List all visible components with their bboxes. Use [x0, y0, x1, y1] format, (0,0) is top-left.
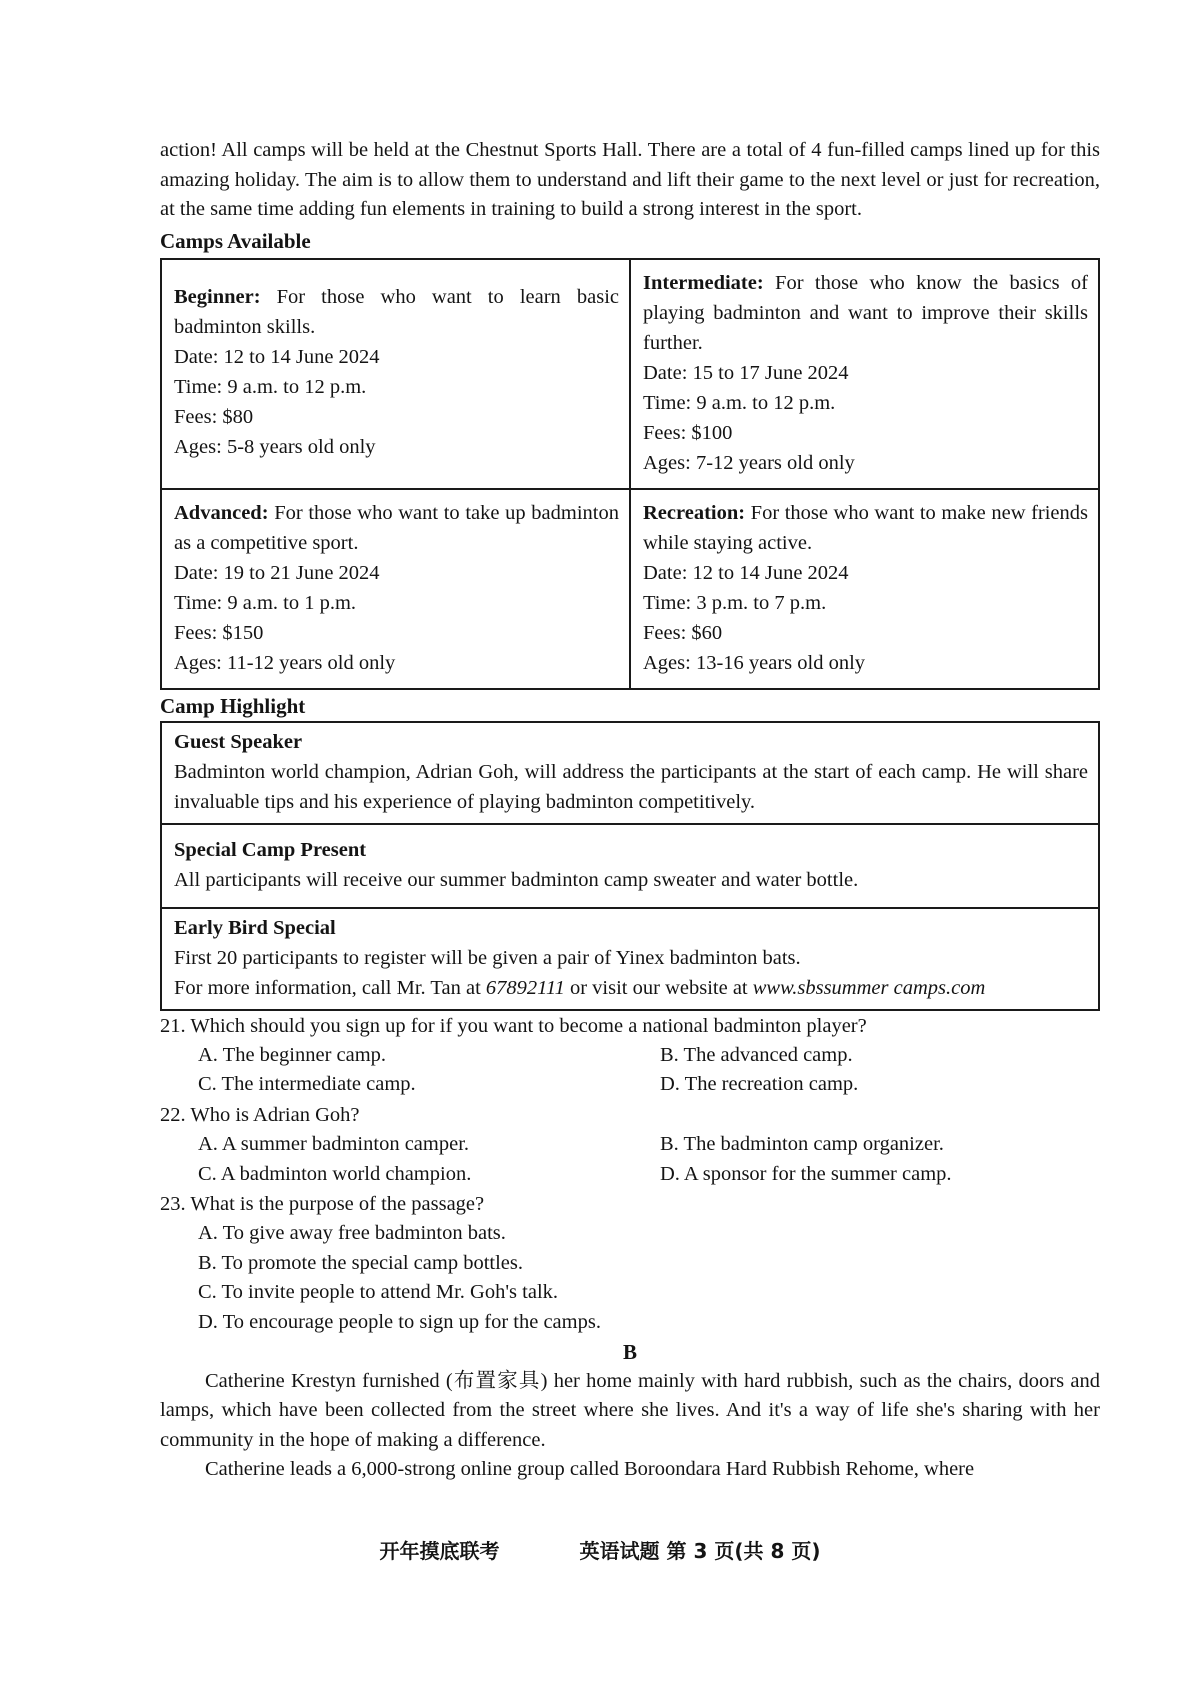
camp-card-advanced: [161, 489, 630, 689]
option-c[interactable]: C. The intermediate camp.: [198, 1073, 416, 1096]
camp-date: Date: 15 to 17 June 2024: [643, 361, 849, 384]
camp-date: Date: 12 to 14 June 2024: [174, 345, 380, 368]
highlight-title: Guest Speaker: [174, 730, 303, 753]
contact-line: For more information, call Mr. Tan at 67892111 or visit our website at www.sbssummer camps.com: [174, 976, 986, 999]
option-d[interactable]: D. To encourage people to sign up for the camps.: [198, 1310, 601, 1333]
camps-heading: Camps Available: [160, 228, 311, 253]
highlight-title: Special Camp Present: [174, 838, 367, 861]
option-b[interactable]: B. The badminton camp organizer.: [660, 1133, 944, 1156]
camp-description: Advanced: For those who want to take up badminton as a competitive sport.: [174, 501, 619, 554]
option-c[interactable]: C. A badminton world champion.: [198, 1162, 472, 1185]
camp-date: Date: 19 to 21 June 2024: [174, 561, 380, 584]
camps-table: [160, 258, 1100, 690]
page-footer: [0, 1535, 1200, 1564]
camp-description: Intermediate: For those who know the basics of playing badminton and want to improve their skills further.: [643, 271, 1088, 354]
option-a[interactable]: A. A summer badminton camper.: [198, 1133, 470, 1156]
question-21: [160, 1012, 1100, 1100]
camp-desc-text: For those who want to take up badminton as a competitive sport.: [174, 501, 619, 554]
camp-name: Advanced: [174, 501, 262, 524]
website-link[interactable]: www.sbssummer camps.com: [752, 976, 986, 999]
camp-ages: Ages: 11-12 years old only: [174, 651, 396, 674]
exam-page: [160, 136, 1100, 1485]
camp-ages: Ages: 5-8 years old only: [174, 435, 376, 458]
option-d[interactable]: D. The recreation camp.: [660, 1073, 859, 1096]
camp-name: Intermediate: [643, 271, 757, 294]
footer-page-info: 英语试题 第 3 页(共 8 页): [579, 1539, 821, 1563]
camp-ages: Ages: 7-12 years old only: [643, 451, 855, 474]
camp-desc-text: For those who know the basics of playing badminton and want to improve their skills further.: [643, 271, 1088, 354]
footer-exam-name: 开年摸底联考: [379, 1539, 500, 1563]
option-a[interactable]: A. To give away free badminton bats.: [198, 1222, 506, 1245]
camp-description: Beginner: For those who want to learn basic badminton skills.: [174, 285, 619, 338]
camp-fees: Fees: $80: [174, 405, 254, 428]
highlight-title: Early Bird Special: [174, 916, 336, 939]
camp-description: Recreation: For those who want to make new friends while staying active.: [643, 501, 1088, 554]
option-d[interactable]: D. A sponsor for the summer camp.: [660, 1162, 952, 1185]
section-b-paragraph-2: Catherine leads a 6,000-strong online group called Boroondara Hard Rubbish Rehome, where: [205, 1458, 975, 1481]
camp-name: Recreation: [643, 501, 739, 524]
camp-desc-text: For those who want to make new friends while staying active.: [643, 501, 1088, 554]
camp-card-intermediate: [630, 259, 1099, 489]
highlight-early-bird: [162, 907, 1098, 1009]
section-b-paragraph-1: Catherine Krestyn furnished (布置家具) her home mainly with hard rubbish, such as the chairs, doors and lamps, which have been collected from the street where she lives. And it's a way of life she's sharing with her community in the hope of making a difference.: [160, 1369, 1100, 1451]
question-stem: 23. What is the purpose of the passage?: [160, 1192, 485, 1215]
camp-date: Date: 12 to 14 June 2024: [643, 561, 849, 584]
highlight-text: Badminton world champion, Adrian Goh, will address the participants at the start of each camp. He will share invaluable tips and his experience of playing badminton competitively.: [174, 760, 1088, 813]
camp-fees: Fees: $150: [174, 621, 264, 644]
highlight-special-present: [162, 823, 1098, 907]
highlight-guest-speaker: [162, 723, 1098, 823]
option-a[interactable]: A. The beginner camp.: [198, 1043, 387, 1066]
camp-time: Time: 9 a.m. to 1 p.m.: [174, 591, 357, 614]
camp-time: Time: 3 p.m. to 7 p.m.: [643, 591, 827, 614]
highlights-box: [160, 721, 1100, 1011]
camp-name: Beginner: [174, 285, 254, 308]
intro-paragraph: action! All camps will be held at the Chestnut Sports Hall. There are a total of 4 fun-filled camps lined up for this amazing holiday. The aim is to allow them to understand and lift their game to the next level or just for recreation, at the same time adding fun elements in training to build a strong interest in the sport.: [160, 139, 1100, 220]
question-23: [160, 1190, 1100, 1337]
camp-card-recreation: [630, 489, 1099, 689]
highlights-heading: Camp Highlight: [160, 693, 306, 718]
question-stem: 21. Which should you sign up for if you want to become a national badminton player?: [160, 1014, 867, 1037]
option-b[interactable]: B. The advanced camp.: [660, 1043, 853, 1066]
camp-fees: Fees: $60: [643, 621, 723, 644]
camp-desc-text: For those who want to learn basic badminton skills.: [174, 285, 619, 338]
camp-time: Time: 9 a.m. to 12 p.m.: [643, 391, 836, 414]
camp-card-beginner: [161, 259, 630, 489]
phone-number: 67892111: [485, 976, 565, 999]
question-22: [160, 1101, 1100, 1189]
camp-ages: Ages: 13-16 years old only: [643, 651, 866, 674]
camp-time: Time: 9 a.m. to 12 p.m.: [174, 375, 367, 398]
camp-fees: Fees: $100: [643, 421, 733, 444]
highlight-text: First 20 participants to register will be given a pair of Yinex badminton bats.: [174, 946, 801, 969]
question-stem: 22. Who is Adrian Goh?: [160, 1103, 360, 1126]
highlight-text: All participants will receive our summer badminton camp sweater and water bottle.: [174, 868, 859, 891]
option-b[interactable]: B. To promote the special camp bottles.: [198, 1251, 523, 1274]
section-b-letter: B: [622, 1339, 637, 1364]
option-c[interactable]: C. To invite people to attend Mr. Goh's talk.: [198, 1281, 559, 1304]
